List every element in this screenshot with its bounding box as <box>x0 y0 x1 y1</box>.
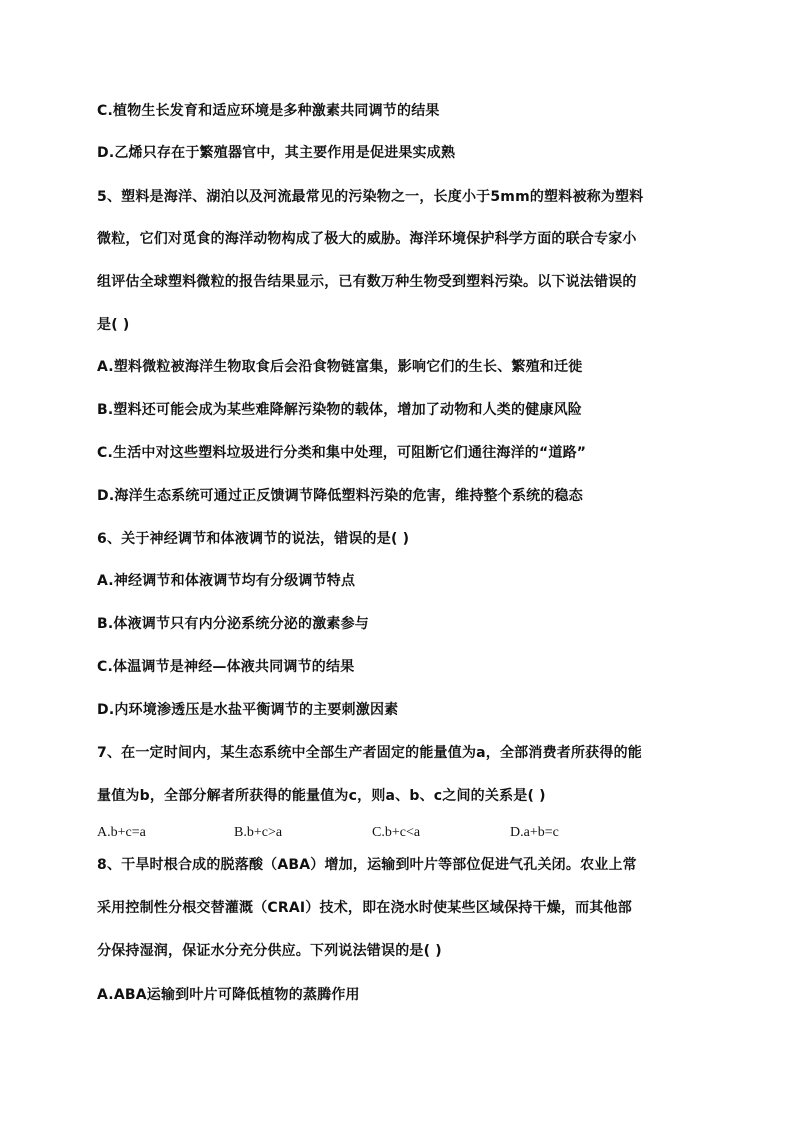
q5-stem-line-2: 微粒，它们对觅食的海洋动物构成了极大的威胁。海洋环境保护科学方面的联合专家小 <box>97 231 637 247</box>
q6-option-b: B.体液调节只有内分泌系统分泌的激素参与 <box>97 616 369 632</box>
q4-option-c: C.植物生长发育和适应环境是多种激素共同调节的结果 <box>97 103 440 119</box>
q7-option-a: A.b+c=a <box>97 825 146 840</box>
q6-option-c: C.体温调节是神经—体液共同调节的结果 <box>97 659 355 675</box>
q5-stem-line-1: 5、塑料是海洋、湖泊以及河流最常见的污染物之一，长度小于5mm的塑料被称为塑料 <box>97 189 644 205</box>
q7-stem-line-2: 量值为b，全部分解者所获得的能量值为c，则a、b、c之间的关系是( ) <box>97 788 546 804</box>
q8-stem-line-2: 采用控制性分根交替灌溉（CRAI）技术，即在浇水时使某些区域保持干燥，而其他部 <box>97 900 632 916</box>
q5-option-c: C.生活中对这些塑料垃圾进行分类和集中处理，可阻断它们通往海洋的“道路” <box>97 445 587 461</box>
q8-option-a: A.ABA运输到叶片可降低植物的蒸腾作用 <box>97 987 360 1003</box>
q5-stem-line-4: 是( ) <box>97 317 130 333</box>
q7-option-b: B.b+c>a <box>234 825 283 840</box>
q5-option-d: D.海洋生态系统可通过正反馈调节降低塑料污染的危害，维持整个系统的稳态 <box>97 488 583 504</box>
q7-option-d: D.a+b=c <box>510 825 559 840</box>
q6-option-d: D.内环境渗透压是水盐平衡调节的主要刺激因素 <box>97 702 399 718</box>
q8-stem-line-3: 分保持湿润，保证水分充分供应。下列说法错误的是( ) <box>97 943 442 959</box>
q6-option-a: A.神经调节和体液调节均有分级调节特点 <box>97 573 356 589</box>
q7-option-c: C.b+c<a <box>372 825 421 840</box>
q8-stem-line-1: 8、干旱时根合成的脱落酸（ABA）增加，运输到叶片等部位促进气孔关闭。农业上常 <box>97 857 637 873</box>
q6-stem: 6、关于神经调节和体液调节的说法，错误的是( ) <box>97 531 410 547</box>
q5-stem-line-3: 组评估全球塑料微粒的报告结果显示，已有数万种生物受到塑料污染。以下说法错误的 <box>97 274 637 290</box>
q5-option-b: B.塑料还可能会成为某些难降解污染物的载体，增加了动物和人类的健康风险 <box>97 402 582 418</box>
q7-stem-line-1: 7、在一定时间内，某生态系统中全部生产者固定的能量值为a，全部消费者所获得的能 <box>97 745 642 761</box>
q4-option-d: D.乙烯只存在于繁殖器官中，其主要作用是促进果实成熟 <box>97 145 456 161</box>
q5-option-a: A.塑料微粒被海洋生物取食后会沿食物链富集，影响它们的生长、繁殖和迁徙 <box>97 359 583 375</box>
